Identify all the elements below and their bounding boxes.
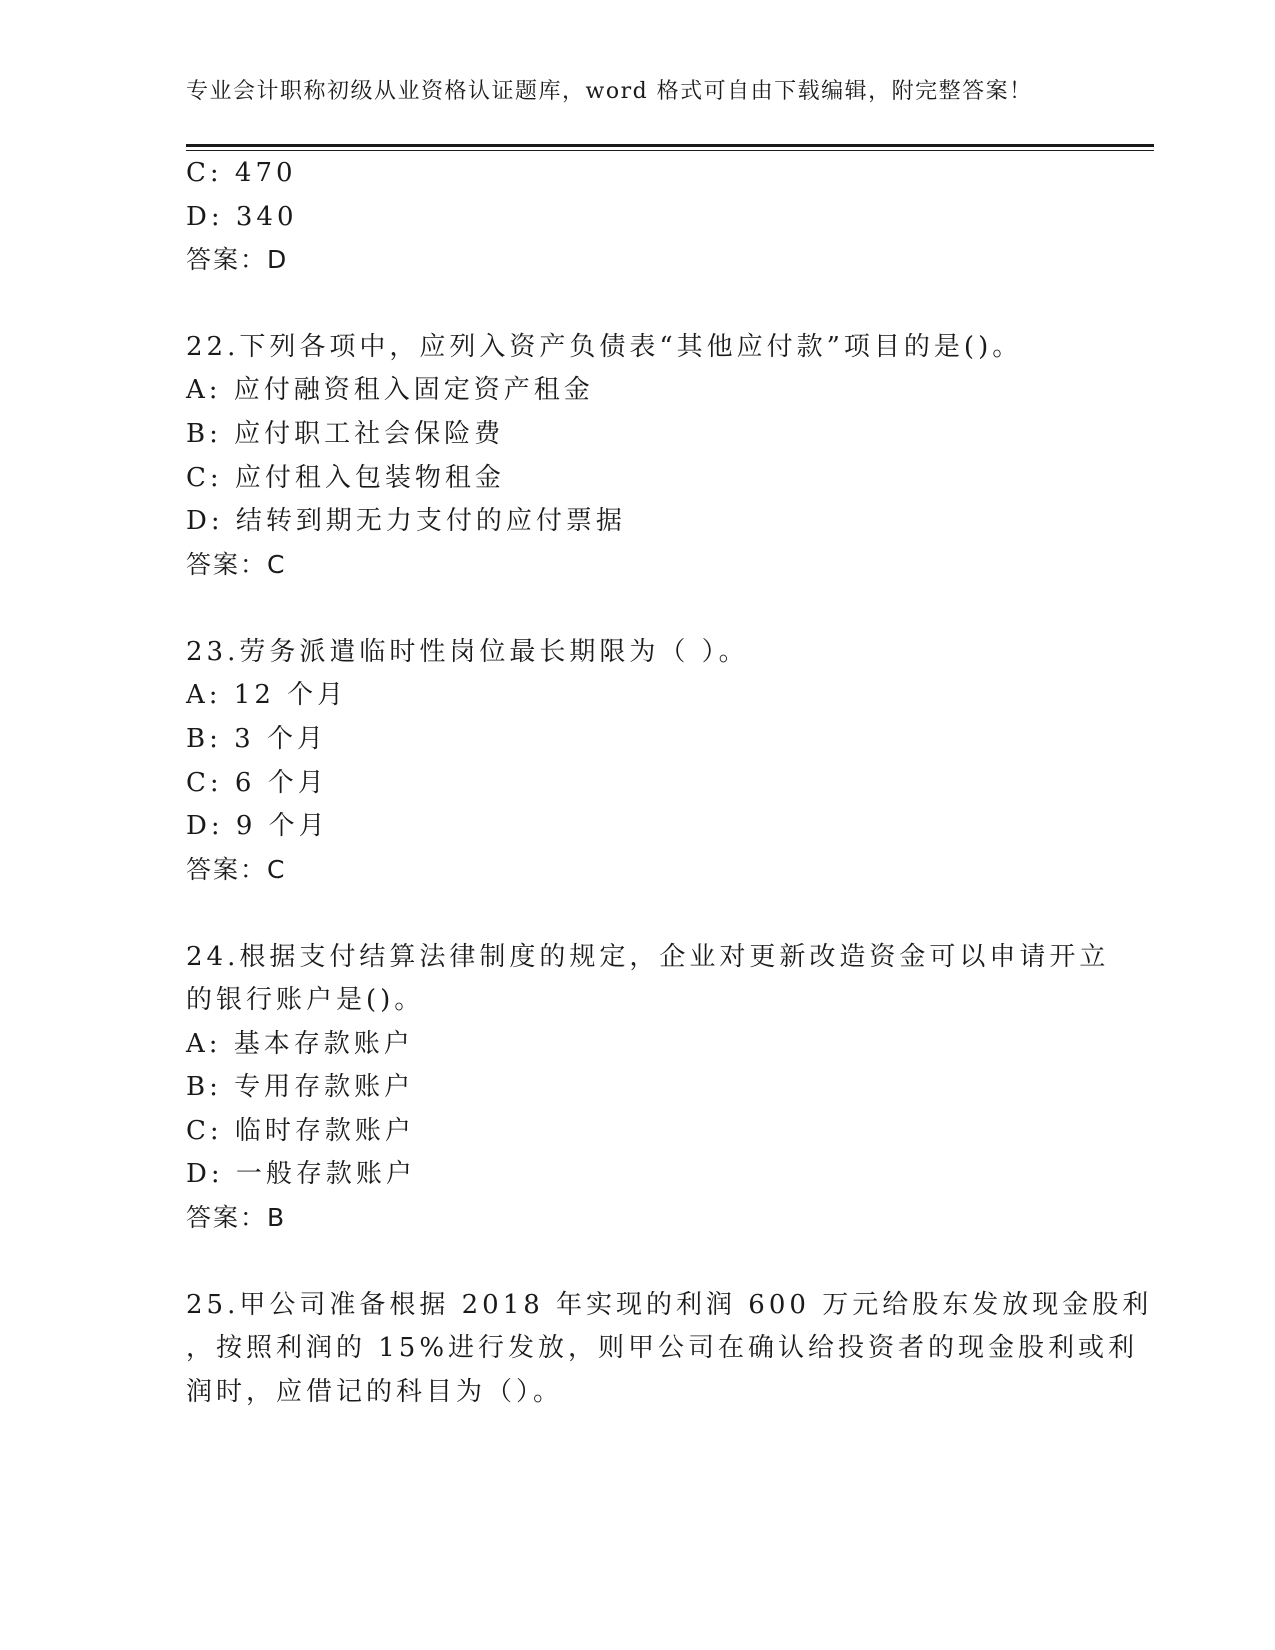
- question-24-option-c: C: 临时存款账户: [186, 1116, 415, 1146]
- question-24-option-b: B: 专用存款账户: [186, 1072, 415, 1102]
- option-c: C: 470: [186, 158, 297, 188]
- question-23-option-d: D: 9 个月: [186, 811, 329, 841]
- question-24-option-a: A: 基本存款账户: [186, 1029, 414, 1059]
- option-d: D: 340: [186, 202, 298, 232]
- question-22-option-c: C: 应付租入包装物租金: [186, 463, 505, 493]
- question-24-stem-line-2: 的银行账户是()。: [186, 985, 425, 1015]
- header-rule-thick: [186, 144, 1154, 147]
- answer: 答案：D: [186, 245, 289, 274]
- question-22-stem: 22.下列各项中，应列入资产负债表“其他应付款”项目的是()。: [186, 332, 1023, 362]
- question-23-answer: 答案：C: [186, 855, 287, 884]
- question-22-option-a: A: 应付融资租入固定资产租金: [186, 375, 594, 405]
- question-23-option-b: B: 3 个月: [186, 724, 327, 754]
- question-24-answer: 答案：B: [186, 1203, 287, 1232]
- header-rule-thin: [186, 150, 1154, 151]
- question-24-option-d: D: 一般存款账户: [186, 1159, 416, 1189]
- question-25-stem-line-3: 润时，应借记的科目为（）。: [186, 1377, 564, 1407]
- question-22-option-b: B: 应付职工社会保险费: [186, 419, 505, 449]
- question-25-stem-line-1: 25.甲公司准备根据 2018 年实现的利润 600 万元给股东发放现金股利: [186, 1290, 1153, 1320]
- question-22-answer: 答案：C: [186, 550, 287, 579]
- question-25-stem-line-2: ，按照利润的 15%进行发放，则甲公司在确认给投资者的现金股利或利: [186, 1333, 1139, 1363]
- page-header: 专业会计职称初级从业资格认证题库，word 格式可自由下载编辑，附完整答案！: [186, 79, 1033, 104]
- question-24-stem-line-1: 24.根据支付结算法律制度的规定，企业对更新改造资金可以申请开立: [186, 942, 1110, 972]
- question-23-option-c: C: 6 个月: [186, 768, 328, 798]
- question-22-option-d: D: 结转到期无力支付的应付票据: [186, 506, 626, 536]
- question-23-stem: 23.劳务派遣临时性岗位最长期限为（ ）。: [186, 637, 749, 667]
- question-23-option-a: A: 12 个月: [186, 680, 348, 710]
